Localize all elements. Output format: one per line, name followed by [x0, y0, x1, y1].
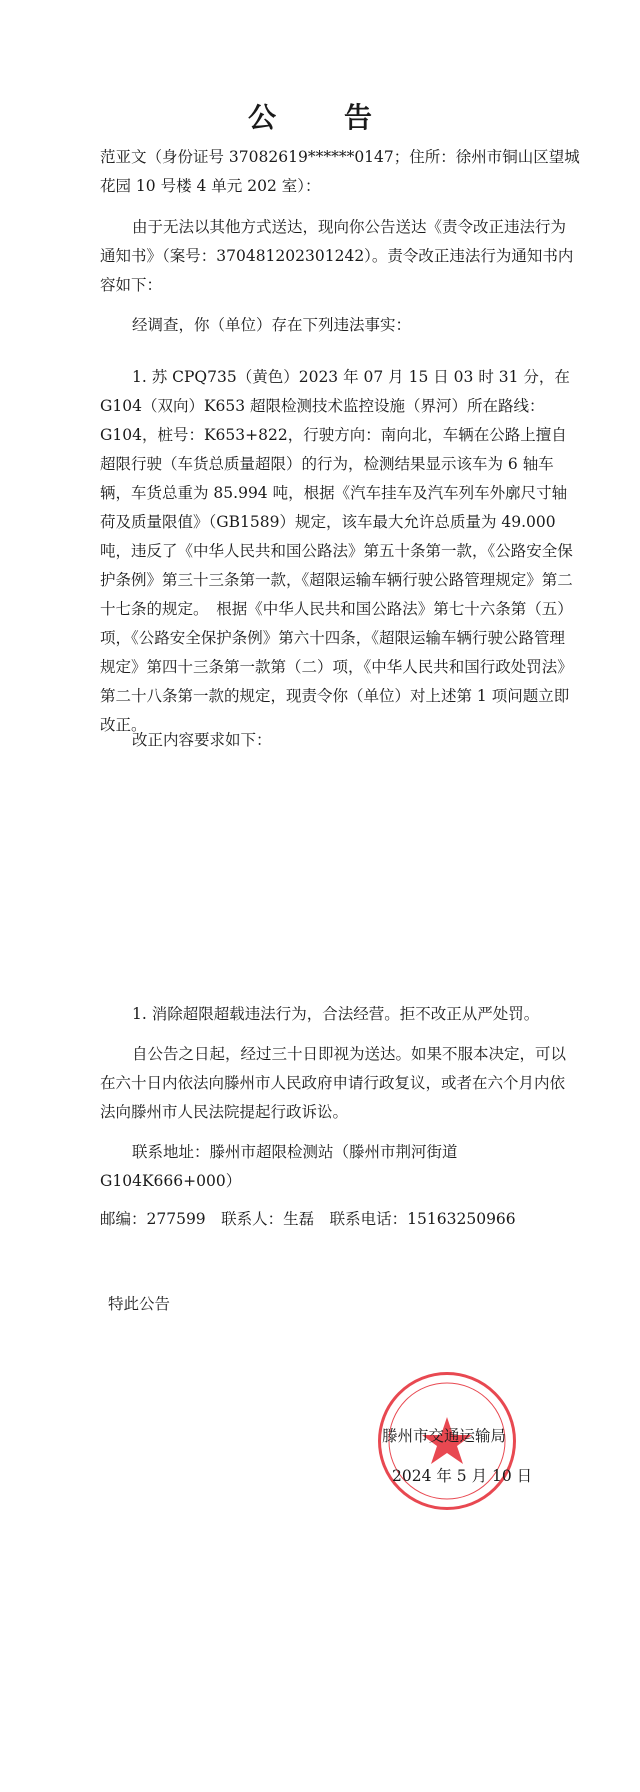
requirement-item: 1. 消除超限超载违法行为，合法经营。拒不改正从严处罚。 [132, 1005, 540, 1023]
intro-paragraph: 由于无法以其他方式送达，现向你公告送达《责令改正违法行为通知书》（案号：370481202301242）。责令改正违法行为通知书内容如下： [100, 218, 574, 294]
closing-line: 特此公告 [108, 1295, 171, 1313]
contact-address-paragraph: 联系地址：滕州市超限检测站（滕州市荆河街道 G104K666+000） [100, 1143, 458, 1190]
contact-info-line: 邮编：277599 联系人：生磊 联系电话：15163250966 [100, 1210, 516, 1228]
signature-date: 2024 年 5 月 10 日 [392, 1467, 533, 1485]
addressee-paragraph: 范亚文（身份证号 37082619******0147；住所：徐州市铜山区望城花园 10 号楼 4 单元 202 室）： [100, 148, 580, 195]
violation-fact-paragraph: 1. 苏 CPQ735（黄色）2023 年 07 月 15 日 03 时 31 分，在 G104（双向）K653 超限检测技术监控设施（界河）所在路线：G104，桩号：K653+822，行驶方向：南向北，车辆在公路上擅自超限行驶（车货总质量超限）的行为，检测结果显示该车为 6 轴车辆，车货总重为 85.994 吨，根据《汽车挂车及汽车列车外廓尺寸轴荷及质量限值》（GB1589）规定，该车最大允许总质量为 49.000 吨，违反了《中华人民共和国公路法》第五十条第一款，《公路安全保护条例》第三十三条第一款，《超限运输车辆行驶公路管理规定》第二十七条的规定。 根据《中华人民共和国公路法》第七十六条第（五）项，《公路安全保护条例》第六十四条，《超限运输车辆行驶公路管理规定》第四十三条第一款第（二）项，《中华人民共和国行政处罚法》第二十八条第一款的规定，现责令你（单位）对上述第 1 项问题立即改正。 [100, 368, 573, 734]
signature-organization: 滕州市交通运输局 [382, 1427, 507, 1445]
requirements-header: 改正内容要求如下： [132, 731, 272, 749]
notice-period-paragraph: 自公告之日起，经过三十日即视为送达。如果不服本决定，可以在六十日内依法向滕州市人民政府申请行政复议，或者在六个月内依法向滕州市人民法院提起行政诉讼。 [100, 1045, 567, 1121]
investigation-paragraph: 经调查，你（单位）存在下列违法事实： [132, 316, 412, 334]
document-title: 公 告 [247, 101, 392, 134]
